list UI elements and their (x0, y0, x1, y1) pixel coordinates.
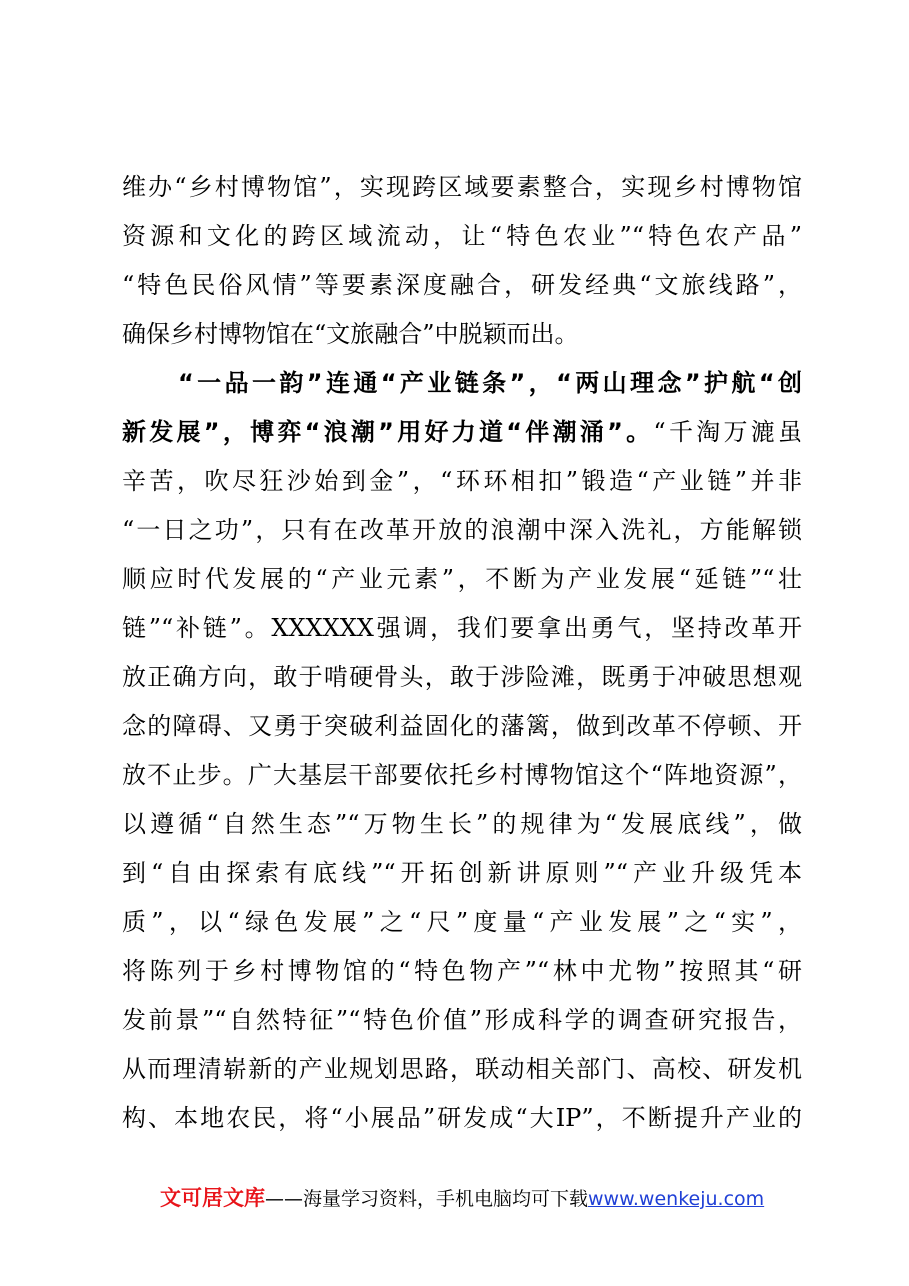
footer-brand: 文可居文库 (160, 1186, 265, 1210)
paragraph-2-line-10: 质”，以“绿色发展”之“尺”度量“产业发展”之“实”， (122, 908, 802, 936)
paragraph-2-line-12: 发前景”“自然特征”“特色价值”形成科学的调查研究报告， (122, 1006, 802, 1034)
paragraph-1-line-1: 维办“乡村博物馆”，实现跨区域要素整合，实现乡村博物馆 (122, 173, 802, 201)
footer-website-link[interactable]: www.wenkeju.com (588, 1188, 765, 1210)
paragraph-2-line-7: 放不止步。广大基层干部要依托乡村博物馆这个“阵地资源”， (122, 761, 802, 789)
paragraph-2-heading-line-2 (122, 408, 802, 457)
paragraph-2-line-3: 顺应时代发展的“产业元素”，不断为产业发展“延链”“壮 (122, 565, 802, 593)
paragraph-2-line-2: “一日之功”，只有在改革开放的浪潮中深入洗礼，方能解锁 (122, 516, 802, 544)
paragraph-2-heading-line-1: “一品一韵”连通“产业链条”，“两山理念”护航“创 (178, 369, 802, 397)
paragraph-2-line-9: 到“自由探索有底线”“开拓创新讲原则”“产业升级凭本 (122, 859, 802, 887)
paragraph-2-line-14: 构、本地农民，将“小展品”研发成“大IP”，不断提升产业的 (122, 1104, 802, 1132)
paragraph-2-line-4: 链”“补链”。XXXXXX强调，我们要拿出勇气，坚持改革开 (122, 614, 802, 642)
paragraph-2-line-11: 将陈列于乡村博物馆的“特色物产”“林中尤物”按照其“研 (122, 957, 802, 985)
paragraph-2-line-6: 念的障碍、又勇于突破利益固化的藩篱，做到改革不停顿、开 (122, 712, 802, 740)
paragraph-2-line-5: 放正确方向，敢于啃硬骨头，敢于涉险滩，既勇于冲破思想观 (122, 663, 802, 691)
paragraph-2-heading-bold: 新发展”，博弈“浪潮”用好力道“伴潮涌”。 (122, 418, 654, 446)
footer-dash: —— (265, 1188, 303, 1210)
paragraph-2-line-13: 从而理清崭新的产业规划思路，联动相关部门、高校、研发机 (122, 1055, 802, 1083)
document-body (122, 163, 802, 1143)
paragraph-2-line-8: 以遵循“自然生态”“万物生长”的规律为“发展底线”，做 (122, 810, 802, 838)
paragraph-1-line-4: 确保乡村博物馆在“文旅融合”中脱颖而出。 (122, 320, 579, 348)
footer-description: 海量学习资料，手机电脑均可下载 (303, 1188, 589, 1210)
paragraph-2-heading-rest: “千淘万漉虽 (653, 418, 802, 446)
paragraph-1-line-2: 资源和文化的跨区域流动，让“特色农业”“特色农产品” (122, 222, 802, 250)
footer-banner (160, 1183, 780, 1213)
paragraph-1-line-3: “特色民俗风情”等要素深度融合，研发经典“文旅线路”， (122, 271, 802, 299)
paragraph-2-line-1: 辛苦，吹尽狂沙始到金”，“环环相扣”锻造“产业链”并非 (122, 467, 802, 495)
